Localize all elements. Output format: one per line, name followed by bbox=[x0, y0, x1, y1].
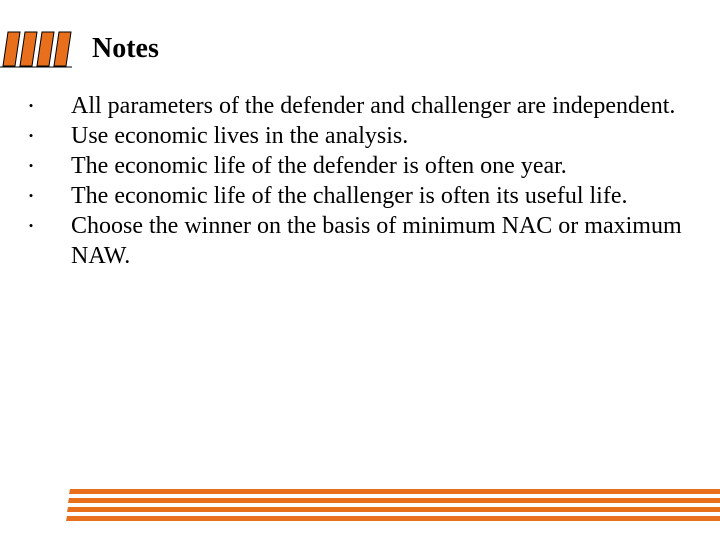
logo-bar bbox=[3, 32, 20, 66]
logo-bar bbox=[37, 32, 54, 66]
footer-stripe bbox=[66, 516, 720, 521]
bullet-text: All parameters of the defender and challenger are independent. bbox=[71, 93, 676, 119]
bullet-dot-icon: • bbox=[28, 188, 34, 203]
slide-title: Notes bbox=[92, 33, 159, 64]
bullet-item bbox=[24, 181, 684, 211]
logo-bar bbox=[20, 32, 37, 66]
logo-bar bbox=[54, 32, 71, 66]
orange-stripes-decoration bbox=[64, 488, 720, 524]
bullet-item bbox=[24, 151, 684, 181]
footer-stripe bbox=[67, 507, 720, 512]
bullet-dot-icon: • bbox=[28, 158, 34, 173]
orange-slanted-bars-icon bbox=[0, 30, 80, 68]
bullet-item bbox=[24, 91, 684, 121]
footer-stripe bbox=[68, 498, 720, 503]
bullet-dot-icon: • bbox=[28, 128, 34, 143]
footer-stripe bbox=[69, 489, 720, 494]
bullet-item bbox=[24, 121, 684, 151]
bullet-dot-icon: • bbox=[28, 98, 34, 113]
bullet-dot-icon: • bbox=[28, 218, 34, 233]
bullet-list bbox=[24, 91, 684, 271]
bullet-text: The economic life of the challenger is often its useful life. bbox=[71, 183, 628, 209]
bullet-text: Use economic lives in the analysis. bbox=[71, 123, 409, 149]
bullet-item bbox=[24, 211, 684, 271]
bullet-text: Choose the winner on the basis of minimum NAC or maximum NAW. bbox=[71, 213, 682, 269]
bullet-text: The economic life of the defender is often one year. bbox=[71, 153, 567, 179]
